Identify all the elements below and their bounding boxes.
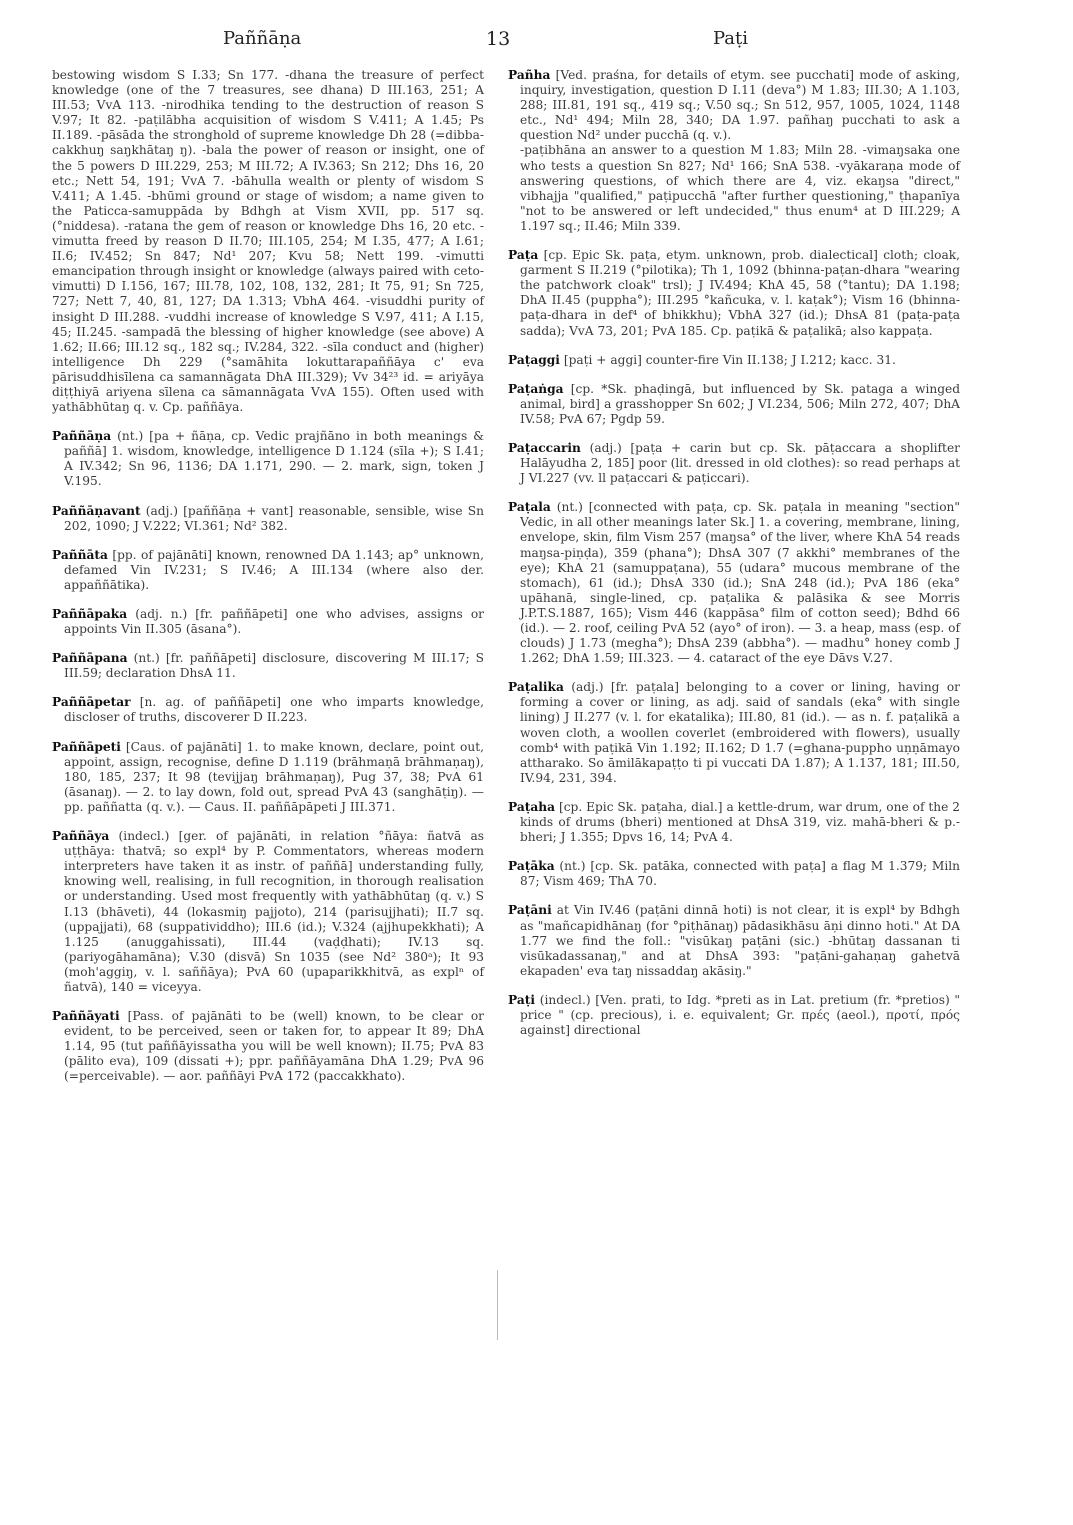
entry-headword: Paṭaha bbox=[508, 799, 556, 814]
dictionary-entry bbox=[508, 500, 960, 666]
entry-headword: Paṭa bbox=[508, 248, 539, 263]
entry-subsection: -paṭibhāna an answer to a question M 1.83; Miln 28. -vimaŋsaka one who tests a question Sn 827; Nd¹ 166; SnA 538. -vyākaraṇa mode of answering questions, of which there are 4, viz. ekaŋsa "direct," vibhajja "qualified," paṭipucchā "after further questioning," ṭhapanīya "not to be answered or left undecided," thus enum⁴ at D III.229; A 1.197 sq.; II.46; Miln 339. bbox=[520, 143, 960, 233]
entry-headword: Paññāpeti bbox=[52, 739, 121, 754]
entry-headword: Paṭala bbox=[508, 500, 551, 515]
entry-text: [n. ag. of paññāpeti] one who imparts knowledge, discloser of truths, discoverer D II.223. bbox=[64, 695, 484, 725]
dictionary-entry bbox=[508, 441, 960, 486]
entry-text: (indecl.) [ger. of pajānāti, in relation °ñāya: ñatvā as uṭṭhāya: thatvā; so expl⁴ by P. Commentators, whereas modern interpreters have taken it as instr. of paññā] understanding fully, knowing well, realising, in full recognition, in thorough realisation or understanding. Used most frequently with yathābhūtaŋ (q. v.) S I.13 (bhāveti), 44 (lokasmiŋ pajjoto), 214 (parisujjhati); II.7 sq. (uppajjati), 68 (suppatividdho); III.6 (id.); V.324 (ajjhupekkhati); A 1.125 (anuggahissati), III.44 (vaḍḍhati); IV.13 sq. (pariyogāhamāna); V.30 (disvā) Sn 1035 (see Nd² 380ᵃ); It 93 (moh'aggiŋ, v. l. saññāya); PvA 60 (upaparikkhitvā, as explⁿ of ñatvā), 140 = viceyya. bbox=[64, 829, 484, 994]
entry-text: (adj.) [fr. paṭala] belonging to a cover or lining, having or forming a cover or lining, as adj. said of sandals (eka° with single lining) J II.277 (v. l. for ekatalika); III.80, 81 (id.). — as n. f. paṭalikā a woven cloth, a woollen coverlet (embroidered with flowers), usually comb⁴ with paṭikā Vin 1.192; II.162; D 1.7 (=ghana-puppho uṇṇāmayo attharako. So āmilākapaṭṭo ti pi vuccati DA 1.87); A 1.137, 181; III.50, IV.94, 231, 394. bbox=[520, 680, 961, 785]
dictionary-entry bbox=[52, 695, 484, 725]
dictionary-entry bbox=[52, 68, 484, 415]
entry-headword: Paṭaṅga bbox=[508, 381, 564, 396]
entry-text: [Pass. of pajānāti to be (well) known, to be clear or evident, to be perceived, seen or taken for, to appear It 89; DhA 1.14, 95 (tut paññāyissatha you will be well known); II.75; PvA 83 (pālito eva), 109 (dissati +); ppr. paññāyamāna DhA 1.29; PvA 96 (=perceivable). — aor. paññāyi PvA 172 (paccakkhato). bbox=[64, 1009, 484, 1084]
entry-text: (adj.) [paññāṇa + vant] reasonable, sensible, wise Sn 202, 1090; J V.222; VI.361; Nd² 382. bbox=[64, 503, 484, 533]
entry-text: (indecl.) [Ven. prati, to Idg. *preti as in Lat. pretium (fr. *pretios) " price " (cp. precious), i. e. equivalent; Gr. πρές (aeol.), προτί, πρός against] directional bbox=[520, 992, 961, 1038]
dictionary-entry bbox=[52, 607, 484, 637]
page-number: 13 bbox=[486, 28, 511, 50]
entry-headword: Paṭāni bbox=[508, 903, 552, 918]
header-right-headword: Paṭi bbox=[713, 28, 749, 49]
dictionary-entry bbox=[52, 548, 484, 593]
dictionary-entry bbox=[508, 382, 960, 427]
dictionary-entry bbox=[508, 680, 960, 786]
entry-text: (nt.) [cp. Sk. patāka, connected with paṭa] a flag M 1.379; Miln 87; Vism 469; ThA 70. bbox=[520, 859, 960, 889]
entry-text: (adj.) [paṭa + carin but cp. Sk. pāṭaccara a shoplifter Halāyudha 2, 185] poor (lit. dressed in old clothes): so read perhaps at J VI.227 (vv. ll paṭaccari & paṭiccari). bbox=[520, 440, 960, 486]
dictionary-entry bbox=[52, 504, 484, 534]
entry-text: [cp. Epic Sk. paṭa, etym. unknown, prob. dialectical] cloth; cloak, garment S II.219 (°pilotika); Th 1, 1092 (bhinna-paṭan-dhara "wearing the patchwork cloak" trsl); J IV.494; KhA 45, 58 (°tantu); DA 1.198; DhA II.45 (puppha°); III.295 °kañcuka, v. l. kaṭak°); Vism 16 (bhinna-paṭa-dhara in def⁴ of bhikkhu); VbhA 327 (id.); DhsA 81 (paṭa-paṭa sadda); VvA 73, 201; PvA 185. Cp. paṭikā & paṭalikā; also kappaṭa. bbox=[520, 248, 960, 338]
dictionary-entry bbox=[508, 353, 960, 368]
entry-headword: Paṭaggi bbox=[508, 352, 560, 367]
dictionary-entry bbox=[508, 68, 960, 234]
dictionary-entry bbox=[52, 651, 484, 681]
entry-text: [pp. of pajānāti] known, renowned DA 1.143; ap° unknown, defamed Vin IV.231; S IV.46; A III.134 (where also der. appaññātika). bbox=[64, 547, 485, 592]
dictionary-entry bbox=[52, 829, 484, 995]
left-column bbox=[52, 68, 484, 1099]
dictionary-entry bbox=[508, 248, 960, 339]
entry-text: bestowing wisdom S I.33; Sn 177. -dhana the treasure of perfect knowledge (one of the 7 treasures, see dhana) D III.163, 251; A III.53; VvA 113. -nirodhika tending to the destruction of reason S V.97; It 82. -paṭilābha acquisition of wisdom S V.411; A 1.45; Ps II.189. -pāsāda the stronghold of supreme knowledge Dh 28 (=dibba-cakkhuŋ saŋkhātaŋ ŋ). -bala the power of reason or insight, one of the 5 powers D III.229, 253; M III.72; A IV.363; Sn 212; Dhs 16, 20 etc.; Nett 54, 191; VvA 7. -bāhulla wealth or plenty of wisdom S V.411; A 1.45. -bhūmi ground or stage of wisdom; a name given to the Paticca-samuppāda by Bdhgh at Vism XVII, pp. 517 sq. (°niddesa). -ratana the gem of reason or knowledge Dhs 16, 20 etc. -vimutta freed by reason D II.70; III.105, 254; M I.35, 477; A I.61; II.6; IV.452; Sn 847; Nd¹ 207; Kvu 58; Nett 199. -vimutti emancipation through insight or knowledge (always paired with ceto-vimutti) D I.156, 167; III.78, 102, 108, 132, 281; It 75, 91; Sn 725, 727; Nett 7, 40, 81, 127; DA 1.313; VbhA 464. -visuddhi purity of insight D III.288. -vuddhi increase of knowledge S V.97, 411; A I.15, 45; II.245. -sampadā the blessing of higher knowledge (see above) A 1.62; II.66; III.12 sq., 182 sq.; IV.284, 322. -sīla conduct and (higher) intelligence Dh 229 (°samāhita lokuttarapaññāya c' eva pārisuddhisīlena ca samannāgata DhA III.329); Vv 34²³ id. = ariyāya diṭṭhiyā ariyena sīlena ca sāmannāgata VvA 155). Often used with yathābhūtaŋ q. v. Cp. paññāya. bbox=[52, 68, 484, 415]
entry-text: at Vin IV.46 (paṭāni dinnā hoti) is not clear, it is expl⁴ by Bdhgh as "mañcapidhānaŋ (for °piṭhānaŋ) pādasikhāsu āṇi dinno hoti." At DA 1.77 we find the foll.: "visūkaŋ paṭāni (sic.) -bhūtaŋ dassanan ti visūkadassanaŋ," and at DhsA 393: "paṭāni-gahaṇaŋ gahetvā ekapaden' eva taŋ nissaddaŋ akāsiŋ." bbox=[520, 903, 961, 978]
entry-headword: Paṭalika bbox=[508, 680, 564, 695]
entry-headword: Paññāyati bbox=[52, 1009, 120, 1024]
entry-headword: Paññāṇavant bbox=[52, 503, 141, 518]
entry-headword: Paññāya bbox=[52, 829, 110, 844]
dictionary-entry bbox=[52, 1009, 484, 1084]
entry-text: (nt.) [pa + ñāṇa, cp. Vedic prajñāno in both meanings & paññā] 1. wisdom, knowledge, intelligence D 1.124 (sīla +); S I.41; A IV.342; Sn 96, 1136; DA 1.171, 290. — 2. mark, sign, token J V.195. bbox=[64, 429, 485, 489]
entry-headword: Paññāpetar bbox=[52, 695, 131, 710]
entry-headword: Paṭaccarin bbox=[508, 440, 581, 455]
header-left-headword: Paññāṇa bbox=[223, 28, 302, 49]
entry-text: (nt.) [fr. paññāpeti] disclosure, discovering M III.17; S III.59; declaration DhsA 11. bbox=[64, 651, 484, 681]
entry-text: [paṭi + aggi] counter-fire Vin II.138; J I.212; kacc. 31. bbox=[563, 352, 896, 367]
entry-headword: Paññāta bbox=[52, 547, 108, 562]
right-column bbox=[508, 68, 960, 1052]
entry-headword: Paññāpaka bbox=[52, 607, 128, 621]
entry-headword: Paṭi bbox=[508, 992, 535, 1007]
dictionary-entry bbox=[52, 740, 484, 815]
dictionary-entry bbox=[508, 903, 960, 978]
entry-text: [Ved. praśna, for details of etym. see pucchati] mode of asking, inquiry, investigation, question D I.11 (deva°) M 1.83; III.30; A 1.103, 288; III.81, 191 sq., 419 sq.; V.50 sq.; Sn 512, 957, 1005, 1024, 1148 etc., Nd¹ 494; Miln 28, 340; DA 1.97. pañhaŋ pucchati to ask a question Nd² under pucchā (q. v.). bbox=[520, 68, 960, 143]
entry-text: (nt.) [connected with paṭa, cp. Sk. paṭala in meaning "section" Vedic, in all other meanings later Sk.] 1. a covering, membrane, lining, envelope, skin, film Vism 257 (maŋsa° of the liver, where KhA 54 reads maŋsa-piṇḍa), 359 (phana°); DhsA 307 (7 akkhi° membranes of the eye); KhA 21 (samuppaṭana), 55 (udara° mucous membrane of the stomach), 61 (id.); DhsA 330 (id.); SnA 248 (id.); PvA 186 (eka° upāhanā, single-lined, cp. paṭalika & palāsika & see Morris J.P.T.S.1887, 165); Vism 446 (kappāsa° film of cotton seed); Bdhd 66 (id.). — 2. roof, ceiling PvA 52 (ayo° of iron). — 3. a heap, mass (esp. of clouds) J 1.73 (megha°); DhsA 239 (abbha°). — madhu° honey comb J 1.262; DhA 1.59; III.323. — 4. cataract of the eye Dāvs V.27. bbox=[520, 500, 961, 666]
dictionary-entry bbox=[508, 993, 960, 1038]
entry-text: (adj. n.) [fr. paññāpeti] one who advises, assigns or appoints Vin II.305 (āsana°). bbox=[64, 607, 485, 637]
entry-headword: Paññāpana bbox=[52, 651, 128, 666]
entry-headword: Paṭāka bbox=[508, 859, 555, 874]
entry-text: [cp. *Sk. phaḍingā, but influenced by Sk. pataga a winged animal, bird] a grasshopper Sn 602; J VI.234, 506; Miln 272, 407; DhA IV.58; PvA 67; Pgdp 59. bbox=[520, 381, 961, 426]
entry-headword: Pañha bbox=[508, 68, 551, 82]
column-divider bbox=[497, 1270, 498, 1340]
entry-headword: Paññāṇa bbox=[52, 429, 112, 444]
dictionary-entry bbox=[508, 800, 960, 845]
page-header bbox=[48, 22, 968, 52]
dictionary-entry bbox=[52, 429, 484, 489]
dictionary-entry bbox=[508, 859, 960, 889]
entry-text: [cp. Epic Sk. paṭaha, dial.] a kettle-drum, war drum, one of the 2 kinds of drums (bheri) mentioned at DhsA 319, viz. mahā-bheri & p.-bheri; J 1.355; Dpvs 16, 14; PvA 4. bbox=[520, 799, 960, 845]
entry-text: [Caus. of pajānāti] 1. to make known, declare, point out, appoint, assign, recognise, define D 1.119 (brāhmaṇā brāhmaṇaŋ), 180, 185, 237; It 98 (tevijjaŋ brāhmaṇaŋ), Pug 37, 38; PvA 61 (āsanaŋ). — 2. to lay down, fold out, spread PvA 43 (sanghāṭiŋ). — pp. paññatta (q. v.). — Caus. II. paññāpāpeti J III.371. bbox=[64, 739, 484, 814]
